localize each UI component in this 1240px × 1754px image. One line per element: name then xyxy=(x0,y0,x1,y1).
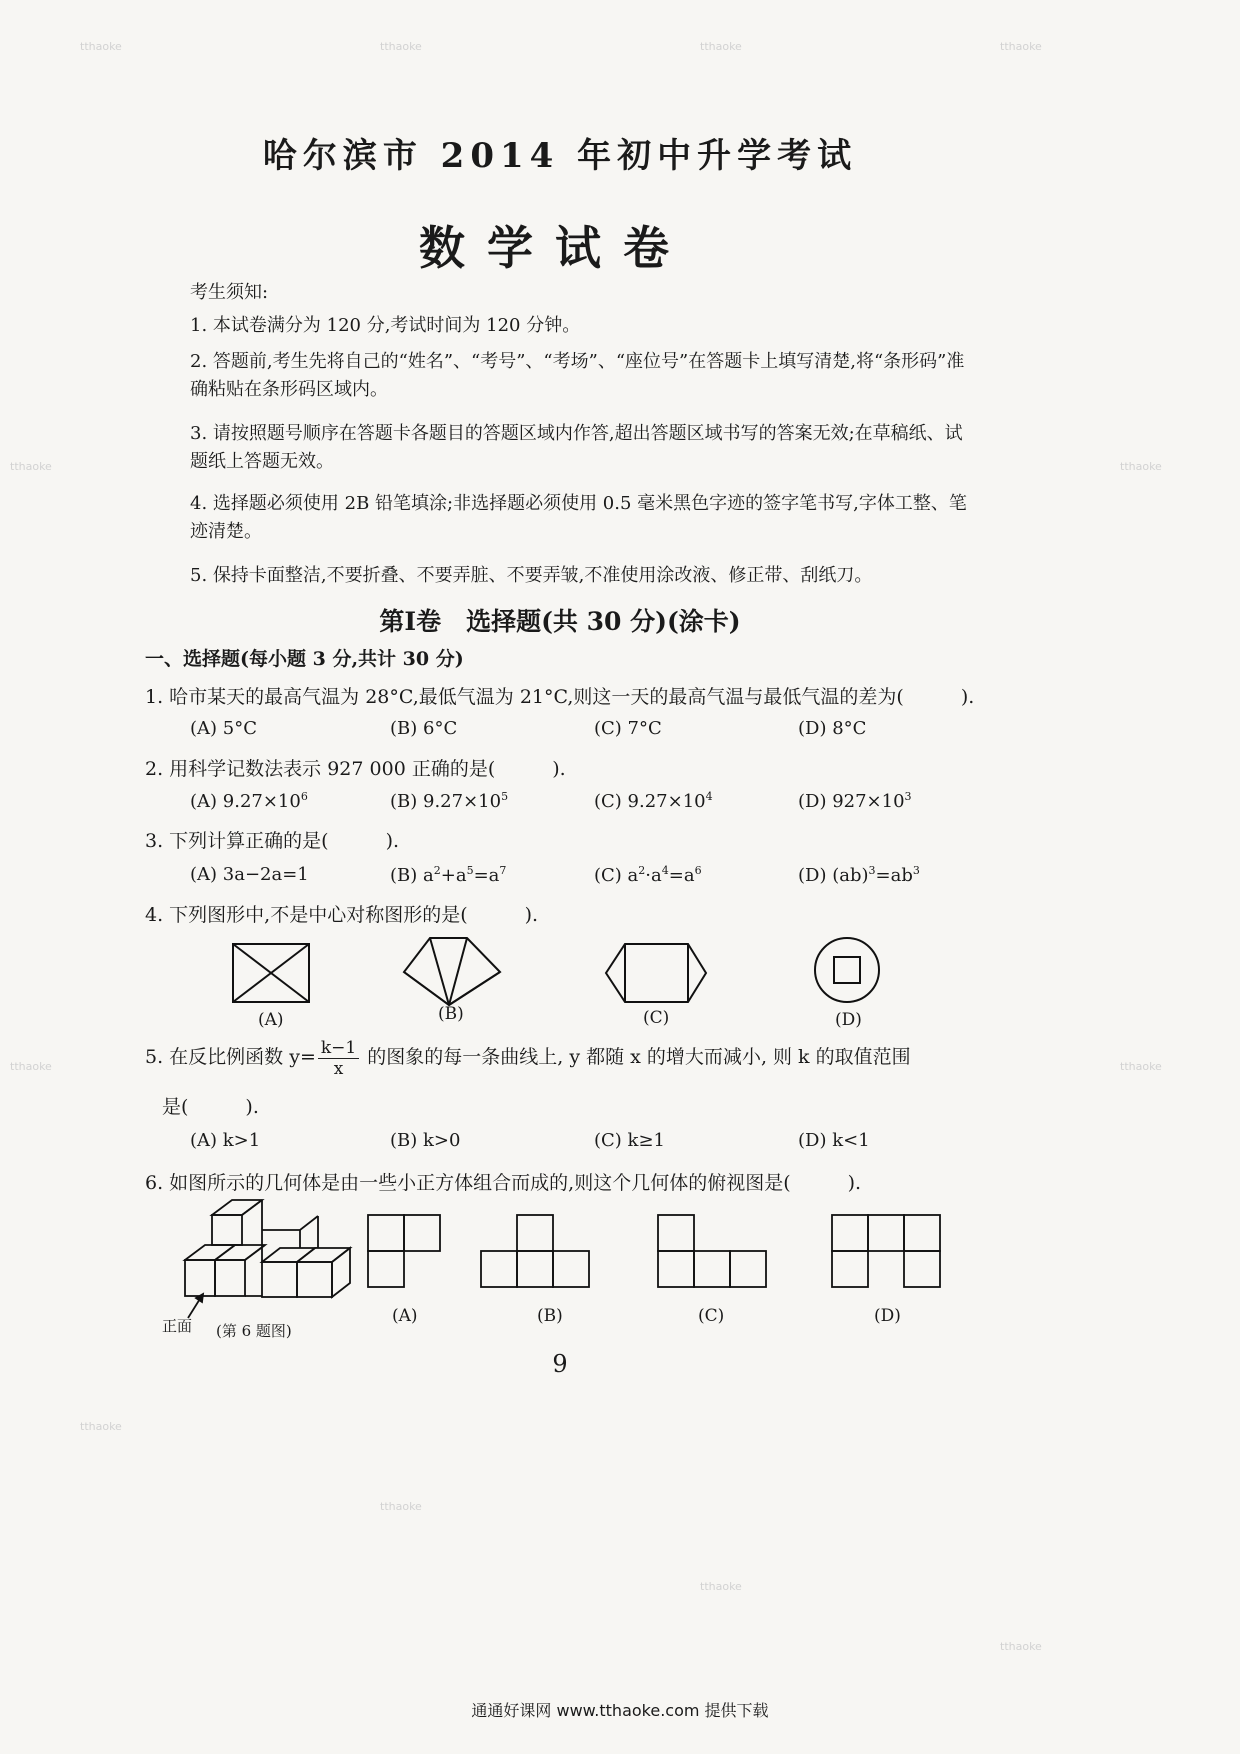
question-2-option-d: (D) $927\times 10^3$ xyxy=(798,790,912,812)
watermark: tthaoke xyxy=(80,1420,122,1433)
question-1-stem: 1. 哈市某天的最高气温为 28°C,最低气温为 21°C,则这一天的最高气温与最低气温的差为( ). xyxy=(145,686,975,708)
watermark: tthaoke xyxy=(700,40,742,53)
exam-subtitle: 数学试卷 xyxy=(419,221,691,275)
question-5-option-d: (D) k<1 xyxy=(798,1130,870,1151)
question-5-option-b: (B) k>0 xyxy=(390,1130,461,1151)
question-6-label-a: (A) xyxy=(392,1306,418,1326)
question-3-option-a: (A) 3a−2a=1 xyxy=(190,864,309,885)
top-view-option-d xyxy=(832,1215,940,1287)
question-3-stem: 3. 下列计算正确的是( ). xyxy=(145,830,400,852)
question-3-option-b: (B) $a^2+a^5=a^7$ xyxy=(390,864,507,886)
figure-caption: (第 6 题图) xyxy=(216,1322,292,1340)
question-1-option-d: (D) 8°C xyxy=(798,718,867,739)
question-1-option-a: (A) 5°C xyxy=(190,718,257,739)
question-6-label-d: (D) xyxy=(874,1306,901,1326)
question-3-option-d: (D) $(ab)^3=ab^3$ xyxy=(798,864,920,886)
figure-c-hexagon xyxy=(606,944,706,1002)
question-2-option-b: (B) $9.27\times 10^5$ xyxy=(390,790,509,812)
question-4-label-d: (D) xyxy=(835,1010,862,1030)
notice-item-4: 4. 选择题必须使用 2B 铅笔填涂;非选择题必须使用 0.5 毫米黑色字迹的签字笔书写,字体工整、笔迹清楚。 xyxy=(190,493,967,542)
notice-item-5: 5. 保持卡面整洁,不要折叠、不要弄脏、不要弄皱,不准使用涂改液、修正带、刮纸刀。 xyxy=(190,565,873,586)
section-title: 第Ⅰ卷 选择题(共 30 分)(涂卡) xyxy=(379,607,741,636)
question-4-label-b: (B) xyxy=(438,1004,464,1024)
figure-d-circle-square xyxy=(815,938,879,1002)
question-5-option-c: (C) k≥1 xyxy=(594,1130,665,1151)
notice-heading: 考生须知: xyxy=(190,282,269,303)
part-heading: 一、选择题(每小题 3 分,共计 30 分) xyxy=(145,648,464,670)
fraction: $\frac{k-1}{x}$ xyxy=(318,1038,359,1079)
page-number: 9 xyxy=(552,1350,568,1378)
watermark: tthaoke xyxy=(1000,40,1042,53)
figure-a-square-cross xyxy=(233,944,309,1002)
question-4-label-a: (A) xyxy=(258,1010,284,1030)
watermark: tthaoke xyxy=(1120,1060,1162,1073)
question-6-stem: 6. 如图所示的几何体是由一些小正方体组合而成的,则这个几何体的俯视图是( ). xyxy=(145,1172,862,1194)
notice-item-1: 1. 本试卷满分为 120 分,考试时间为 120 分钟。 xyxy=(190,315,581,336)
watermark: tthaoke xyxy=(380,40,422,53)
question-6-label-b: (B) xyxy=(537,1306,563,1326)
question-2-option-a: (A) $9.27\times 10^6$ xyxy=(190,790,308,812)
watermark: tthaoke xyxy=(1120,460,1162,473)
question-4-stem: 4. 下列图形中,不是中心对称图形的是( ). xyxy=(145,904,539,926)
notice-item-2: 2. 答题前,考生先将自己的“姓名”、“考号”、“考场”、“座位号”在答题卡上填写清楚,将“条形码”准确粘贴在条形码区域内。 xyxy=(190,351,965,400)
watermark: tthaoke xyxy=(10,1060,52,1073)
exam-title: 哈尔滨市 2014 年初中升学考试 xyxy=(262,136,858,176)
question-2-stem: 2. 用科学记数法表示 927 000 正确的是( ). xyxy=(145,758,566,780)
question-4-label-c: (C) xyxy=(643,1008,670,1028)
question-3-option-c: (C) $a^2\cdot a^4=a^6$ xyxy=(594,864,702,886)
notice-item-3: 3. 请按照题号顺序在答题卡各题目的答题区域内作答,超出答题区域书写的答案无效;在草稿纸、试题纸上答题无效。 xyxy=(190,423,963,472)
question-2-option-c: (C) $9.27\times 10^4$ xyxy=(594,790,713,812)
question-5-option-a: (A) k>1 xyxy=(190,1130,261,1151)
top-view-option-a xyxy=(368,1215,440,1287)
question-5-stem: 5. 在反比例函数 y= $\frac{k-1}{x}$ 的图象的每一条曲线上, y 都随 x 的增大而减小, 则 k 的取值范围 xyxy=(145,1037,911,1079)
question-1-option-c: (C) 7°C xyxy=(594,718,662,739)
figure-b-fan xyxy=(404,938,500,1005)
cube-assembly-figure xyxy=(185,1200,350,1318)
question-1-option-b: (B) 6°C xyxy=(390,718,458,739)
front-label: 正面 xyxy=(162,1317,193,1335)
question-6-label-c: (C) xyxy=(698,1306,725,1326)
top-view-option-c xyxy=(658,1215,766,1287)
watermark: tthaoke xyxy=(80,40,122,53)
watermark: tthaoke xyxy=(1000,1640,1042,1653)
watermark: tthaoke xyxy=(700,1580,742,1593)
question-5-stem-line-2: 是( ). xyxy=(162,1096,259,1118)
watermark: tthaoke xyxy=(380,1500,422,1513)
watermark: tthaoke xyxy=(10,460,52,473)
footer-credit: 通通好课网 www.tthaoke.com 提供下载 xyxy=(471,1701,769,1720)
top-view-option-b xyxy=(481,1215,589,1287)
